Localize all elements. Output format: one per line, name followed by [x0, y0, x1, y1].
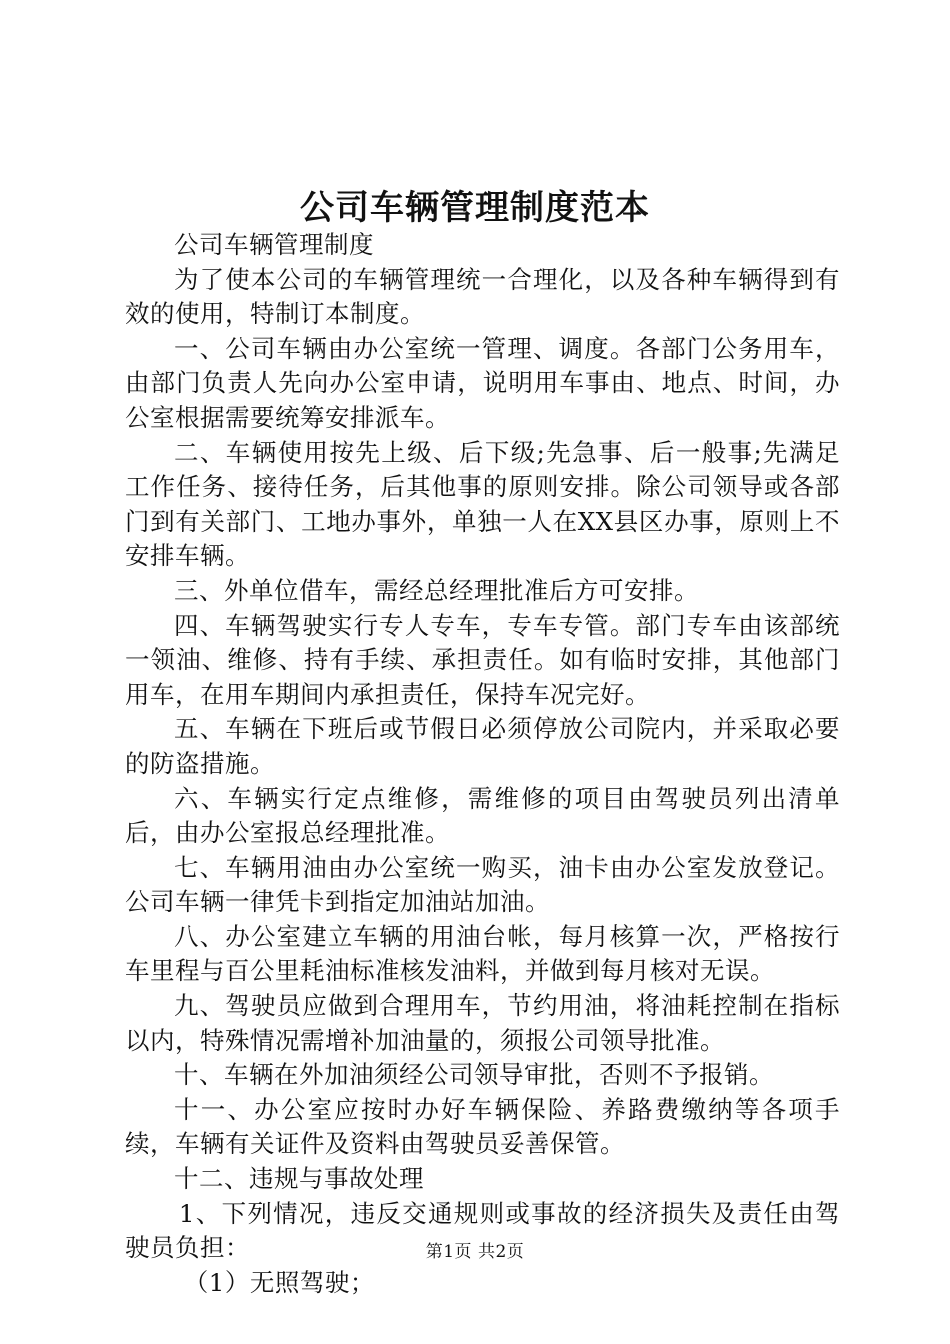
paragraph-rule-2: 二、车辆使用按先上级、后下级;先急事、后一般事;先满足工作任务、接待任务，后其他事的原则安排。除公司领导或各部门到有关部门、工地办事外，单独一人在XX县区办事，原则上不安排车辆。 [125, 437, 840, 571]
paragraph-subtitle: 公司车辆管理制度 [174, 230, 374, 259]
paragraph-subitem-1: （1）无照驾驶； [183, 1267, 375, 1297]
paragraph-rule-5: 五、车辆在下班后或节假日必须停放公司院内，并采取必要的防盗措施。 [125, 714, 840, 778]
paragraph-rule-12: 十二、违规与事故处理 [174, 1164, 424, 1194]
paragraph-intro: 为了使本公司的车辆管理统一合理化，以及各种车辆得到有效的使用，特制订本制度。 [125, 264, 840, 329]
paragraph-rule-3: 三、外单位借车，需经总经理批准后方可安排。 [174, 575, 699, 605]
paragraph-rule-4: 四、车辆驾驶实行专人专车，专车专管。部门专车由该部统一领油、维修、持有手续、承担责任。如有临时安排，其他部门用车，在用车期间内承担责任，保持车况完好。 [125, 610, 840, 709]
paragraph-rule-11: 十一、办公室应按时办好车辆保险、养路费缴纳等各项手续，车辆有关证件及资料由驾驶员妥善保管。 [125, 1094, 840, 1159]
document-body [125, 228, 840, 1300]
paragraph-item-1: 1、下列情况，违反交通规则或事故的经济损失及责任由驾驶员负担： [125, 1198, 840, 1263]
paragraph-rule-9: 九、驾驶员应做到合理用车，节约用油，将油耗控制在指标以内，特殊情况需增补加油量的，须报公司领导批准。 [125, 991, 840, 1055]
page-footer: 第1页 共2页 [425, 1242, 525, 1262]
paragraph-rule-10: 十、车辆在外加油须经公司领导审批，否则不予报销。 [174, 1060, 774, 1090]
paragraph-rule-7: 七、车辆用油由办公室统一购买，油卡由办公室发放登记。公司车辆一律凭卡到指定加油站加油。 [125, 852, 840, 917]
paragraph-rule-1: 一、公司车辆由办公室统一管理、调度。各部门公务用车，由部门负责人先向办公室申请，说明用车事由、地点、时间，办公室根据需要统筹安排派车。 [125, 333, 840, 432]
paragraph-rule-6: 六、车辆实行定点维修，需维修的项目由驾驶员列出清单后，由办公室报总经理批准。 [125, 783, 840, 848]
document-title: 公司车辆管理制度范本 [300, 188, 650, 228]
paragraph-rule-8: 八、办公室建立车辆的用油台帐，每月核算一次，严格按行车里程与百公里耗油标准核发油料，并做到每月核对无误。 [125, 921, 840, 986]
